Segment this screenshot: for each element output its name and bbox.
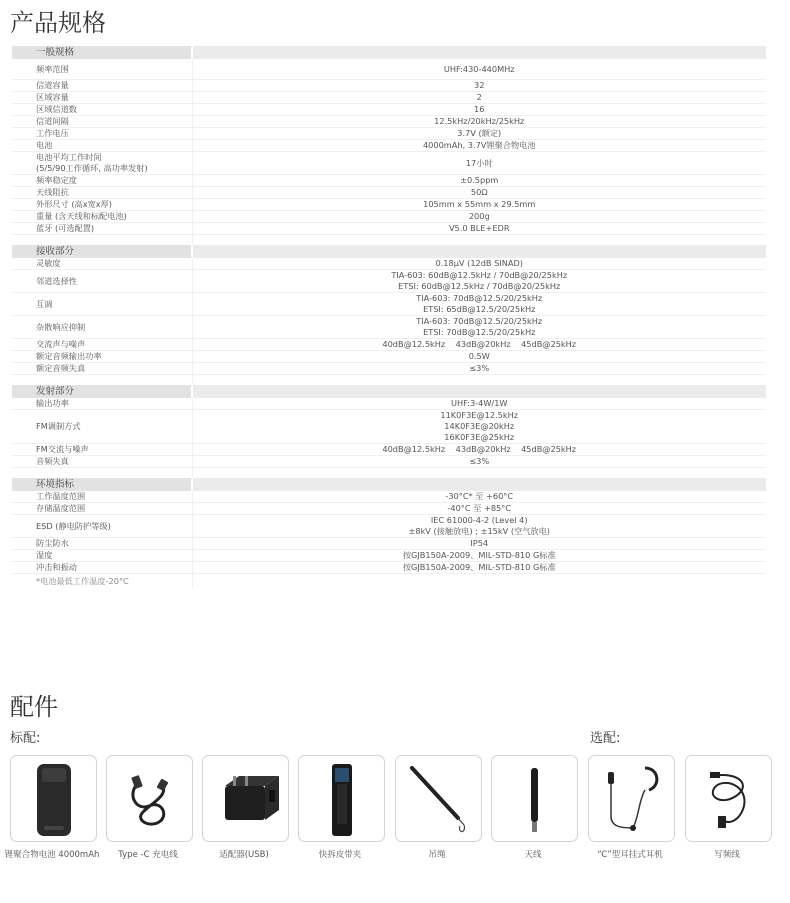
spec-row: [12, 140, 766, 152]
section-header: [12, 478, 766, 491]
spec-value: [192, 199, 766, 211]
spec-value-line: 0.18μV (12dB SINAD): [435, 258, 523, 268]
spec-row: [12, 258, 766, 270]
spec-label: [12, 444, 192, 456]
spec-row: [12, 363, 766, 375]
spec-value-line: ±0.5ppm: [460, 175, 499, 185]
spec-value-line: ≤3%: [469, 456, 490, 466]
spec-label: [12, 351, 192, 363]
spec-label: [12, 187, 192, 199]
spec-value-line: 17小时: [465, 157, 493, 168]
accessory-card-battery[interactable]: [10, 755, 97, 842]
spec-label: [12, 491, 192, 503]
spec-label-line: 音频失真: [36, 456, 69, 466]
section-title: 一般规格: [12, 46, 192, 59]
spec-value-line: 105mm x 55mm x 29.5mm: [423, 199, 536, 209]
spec-label-line: 信道间隔: [36, 116, 69, 126]
section-header: [12, 245, 766, 258]
section-header: [12, 385, 766, 398]
spec-label: [12, 503, 192, 515]
spec-label: [12, 456, 192, 468]
spec-value: [192, 503, 766, 515]
spec-row: [12, 92, 766, 104]
accessory-card-earpiece[interactable]: [588, 755, 675, 842]
spec-label: [12, 59, 192, 80]
spec-value: [192, 187, 766, 199]
spec-label-line: 频率稳定度: [36, 175, 77, 185]
spec-table: [12, 46, 766, 588]
spec-label-line: 互调: [36, 298, 53, 309]
spec-value: [192, 363, 766, 375]
spec-value-line: -40°C 至 +85°C: [447, 503, 512, 513]
spec-label: [12, 223, 192, 235]
spec-row: [12, 538, 766, 550]
spec-label: [12, 175, 192, 187]
spec-value: [192, 104, 766, 116]
spec-value-line: -30°C* 至 +60°C: [445, 491, 514, 501]
spec-label-line: 工作温度范围: [36, 491, 86, 501]
section-title: 接收部分: [12, 245, 192, 258]
spec-label-line: 外形尺寸 (高x宽x厚): [36, 199, 112, 209]
spec-value: [192, 128, 766, 140]
spec-value: [192, 339, 766, 351]
spec-value: [192, 491, 766, 503]
belt-clip-icon: [299, 756, 384, 841]
accessory-card-antenna[interactable]: [491, 755, 578, 842]
spec-value-line: V5.0 BLE+EDR: [448, 223, 510, 233]
spec-value: [192, 223, 766, 235]
spec-row: [12, 293, 766, 316]
spec-value-line: UHF:3-4W/1W: [450, 398, 508, 408]
spec-label-line: 交流声与噪声: [36, 339, 86, 349]
spec-row: [12, 491, 766, 503]
spec-label-line: 信道容量: [36, 80, 69, 90]
spec-value-line: 3.7V (额定): [457, 128, 502, 138]
spec-label-line: 冲击和振动: [36, 562, 77, 572]
spec-value-line: TIA-603: 70dB@12.5/20/25kHz: [416, 293, 543, 303]
spec-label: [12, 128, 192, 140]
spec-label-line: 区域信道数: [36, 104, 77, 114]
spec-label-line: 输出功率: [36, 398, 69, 408]
spec-value-line: 40dB@12.5kHz 43dB@20kHz 45dB@25kHz: [382, 339, 577, 349]
spec-value: [192, 550, 766, 562]
spec-row: [12, 316, 766, 339]
spec-label-line: (5/5/90工作循环, 高功率发射): [36, 163, 148, 173]
accessory-card-belt-clip[interactable]: [298, 755, 385, 842]
spec-value: [192, 211, 766, 223]
accessory-card-cable[interactable]: [106, 755, 193, 842]
spec-value-line: ≤3%: [469, 363, 490, 373]
spec-value-line: TIA-603: 60dB@12.5kHz / 70dB@20/25kHz: [391, 270, 568, 280]
spec-label-line: ESD (静电防护等级): [36, 520, 111, 531]
spec-value-line: TIA-603: 70dB@12.5/20/25kHz: [416, 316, 543, 326]
spec-value: [192, 270, 766, 293]
spec-value: [192, 258, 766, 270]
spec-row: [12, 116, 766, 128]
accessory-card-adapter[interactable]: [202, 755, 289, 842]
spec-label-line: 防尘防水: [36, 538, 69, 548]
spec-value-line: 16: [474, 104, 485, 114]
spec-value-line: IEC 61000-4-2 (Level 4): [430, 515, 528, 525]
spec-value-line: 16K0F3E@25kHz: [444, 432, 515, 442]
spec-label: [12, 258, 192, 270]
spec-label-line: 湿度: [36, 550, 53, 560]
adapter-icon: [203, 756, 288, 841]
spec-value: [192, 398, 766, 410]
spec-row: [12, 503, 766, 515]
standard-label: 标配:: [10, 731, 41, 746]
spec-label-line: 频率范围: [36, 63, 69, 74]
spec-label-line: 蓝牙 (可选配置): [36, 223, 95, 233]
spec-value-line: ETSI: 70dB@12.5/20/25kHz: [423, 327, 536, 337]
spec-row: [12, 562, 766, 574]
spec-value: [192, 351, 766, 363]
spec-row: [12, 80, 766, 92]
spec-row: [12, 456, 766, 468]
spec-value-line: ±8kV (接触放电) ; ±15kV (空气放电): [408, 526, 550, 536]
accessory-caption-adapter: 适配器(USB): [219, 850, 269, 860]
spec-label: [12, 538, 192, 550]
spec-label: [12, 410, 192, 444]
accessory-caption-battery: 锂聚合物电池 4000mAh: [4, 850, 100, 860]
spec-value: [192, 293, 766, 316]
spec-label-line: FM交流与噪声: [36, 444, 89, 454]
spec-label-line: 电池平均工作时间: [36, 152, 102, 162]
spec-value-line: 200g: [468, 211, 490, 221]
spec-value: [192, 444, 766, 456]
earpiece-icon: [589, 756, 674, 841]
spec-value: [192, 456, 766, 468]
spec-row: [12, 398, 766, 410]
spec-label: [12, 140, 192, 152]
spec-value: [192, 140, 766, 152]
footnote: *电池最低工作温度-20°C: [36, 575, 129, 586]
spec-row: [12, 175, 766, 187]
spec-value: [192, 80, 766, 92]
spec-value: [192, 515, 766, 538]
spec-label: [12, 339, 192, 351]
spec-value-line: 按GJB150A-2009、MIL-STD-810 G标准: [402, 562, 556, 572]
spec-value-line: 11K0F3E@12.5kHz: [440, 410, 519, 420]
spec-value: [192, 152, 766, 175]
spec-row: [12, 128, 766, 140]
spec-label: [12, 398, 192, 410]
spec-row: [12, 211, 766, 223]
spec-row: [12, 351, 766, 363]
spec-label: [12, 550, 192, 562]
spec-label: [12, 211, 192, 223]
spec-value: [192, 410, 766, 444]
spec-label: [12, 293, 192, 316]
spec-label: [12, 270, 192, 293]
spec-label-line: 额定音频失真: [36, 363, 86, 373]
spec-value-line: 40dB@12.5kHz 43dB@20kHz 45dB@25kHz: [382, 444, 577, 454]
spec-label-line: 额定音频输出功率: [36, 351, 102, 361]
spec-label: [12, 152, 192, 175]
spec-row: [12, 152, 766, 175]
lanyard-icon: [396, 756, 481, 841]
accessories-title: 配件: [10, 693, 58, 721]
spec-label-line: 杂散响应抑制: [36, 321, 86, 332]
accessory-caption-lanyard: 吊绳: [428, 850, 446, 860]
spec-label: [12, 316, 192, 339]
spec-value-line: 12.5kHz/20kHz/25kHz: [434, 116, 525, 126]
spec-value-line: 按GJB150A-2009、MIL-STD-810 G标准: [402, 550, 556, 560]
spec-label: [12, 562, 192, 574]
accessory-caption-belt-clip: 快拆皮带夹: [318, 850, 362, 860]
spec-value: [192, 175, 766, 187]
spec-value-line: ETSI: 65dB@12.5/20/25kHz: [423, 304, 536, 314]
accessory-caption-cable: Type -C 充电线: [118, 850, 178, 860]
spec-value: [192, 116, 766, 128]
spec-row: [12, 550, 766, 562]
spec-value-line: 2: [476, 92, 482, 102]
section-title: 环境指标: [12, 478, 192, 491]
accessory-caption-programming-cable: 写频线: [714, 850, 740, 860]
spec-label-line: 电池: [36, 140, 53, 150]
spec-value: [192, 92, 766, 104]
spec-label-line: 邻道选择性: [36, 275, 77, 286]
spec-value: [192, 316, 766, 339]
spec-row: [12, 410, 766, 444]
spec-label: [12, 92, 192, 104]
spec-label-line: 工作电压: [36, 128, 69, 138]
accessory-card-programming-cable[interactable]: [685, 755, 772, 842]
spec-title: 产品规格: [10, 9, 106, 37]
spec-row: [12, 104, 766, 116]
optional-label: 选配:: [590, 731, 621, 746]
spec-row: [12, 59, 766, 80]
spec-value-line: 32: [474, 80, 485, 90]
spec-value-line: 50Ω: [470, 187, 488, 197]
spec-row: [12, 515, 766, 538]
spec-label: [12, 363, 192, 375]
spec-label: [12, 104, 192, 116]
accessory-card-lanyard[interactable]: [395, 755, 482, 842]
spec-row: [12, 339, 766, 351]
spec-row: [12, 199, 766, 211]
spec-label: [12, 199, 192, 211]
spec-label: [12, 515, 192, 538]
spec-value: [192, 538, 766, 550]
spec-row: [12, 270, 766, 293]
spec-label-line: 天线阻抗: [36, 187, 69, 197]
spec-value: [192, 562, 766, 574]
spec-row: [12, 223, 766, 235]
spec-label-line: FM调制方式: [36, 421, 81, 431]
spec-label-line: 重量 (含天线和标配电池): [36, 211, 127, 221]
usb-cable-icon: [107, 756, 192, 841]
spec-row: [12, 444, 766, 456]
spec-label: [12, 80, 192, 92]
accessory-caption-antenna: 天线: [524, 850, 542, 860]
spec-label: [12, 116, 192, 128]
spec-value-line: UHF:430-440MHz: [443, 63, 515, 74]
antenna-icon: [492, 756, 577, 841]
spec-value-line: ETSI: 60dB@12.5kHz / 70dB@20/25kHz: [398, 281, 561, 291]
spec-label-line: 灵敏度: [36, 258, 61, 268]
spec-value: [192, 59, 766, 80]
spec-value-line: IP54: [470, 538, 489, 548]
battery-icon: [11, 756, 96, 841]
section-title: 发射部分: [12, 385, 192, 398]
spec-value-line: 14K0F3E@20kHz: [444, 421, 515, 431]
spec-value-line: 4000mAh, 3.7V锂聚合物电池: [422, 140, 536, 150]
spec-row: [12, 187, 766, 199]
spec-label-line: 区域容量: [36, 92, 69, 102]
programming-cable-icon: [686, 756, 771, 841]
section-header: [12, 46, 766, 59]
accessory-caption-earpiece: “C”型耳挂式耳机: [597, 850, 663, 860]
spec-label-line: 存储温度范围: [36, 503, 86, 513]
spec-value-line: 0.5W: [468, 351, 490, 361]
